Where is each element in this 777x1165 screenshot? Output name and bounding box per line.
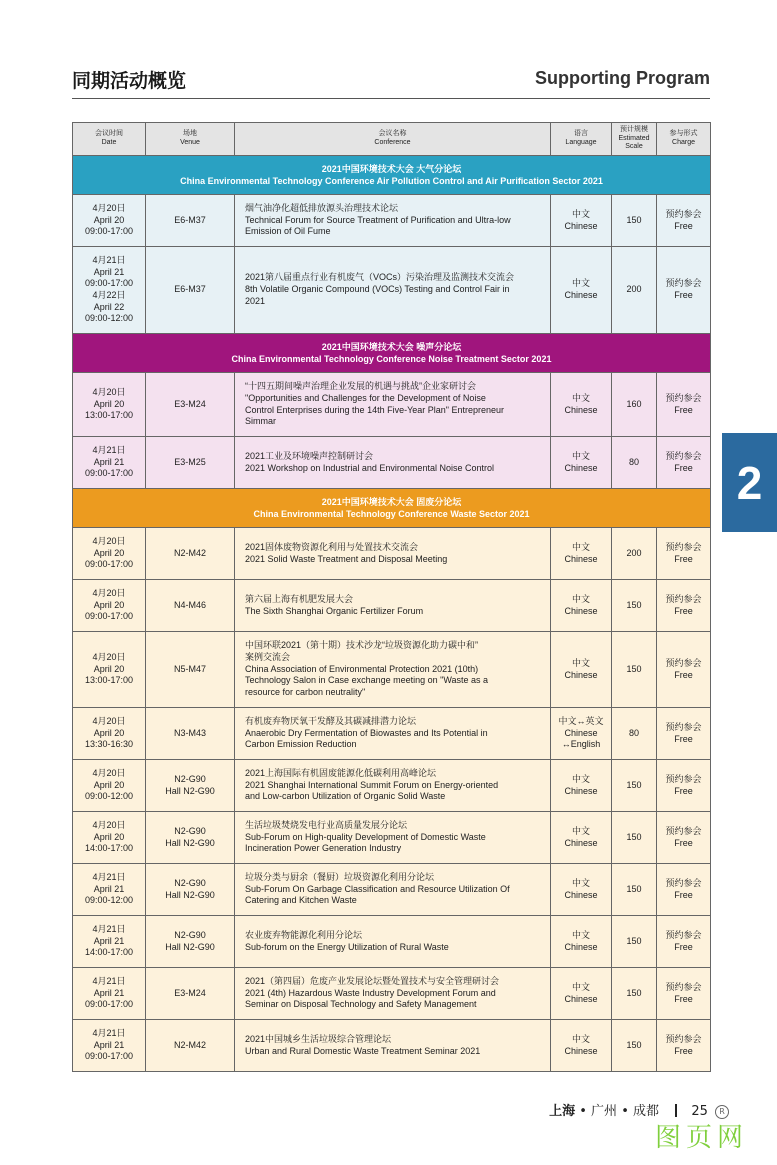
cell-date: 4月21日 April 21 14:00-17:00	[73, 916, 146, 968]
cell-conference: 生活垃圾焚烧发电行业高质量发展分论坛 Sub-Forum on High-quality Development of Domestic Waste Incineration Power Generation Industry	[235, 812, 551, 864]
cell-date: 4月21日 April 21 09:00-12:00	[73, 864, 146, 916]
cell-date: 4月20日 April 20 13:30-16:30	[73, 708, 146, 760]
page-number: 25	[691, 1104, 708, 1119]
cell-charge: 预约参会 Free	[657, 580, 711, 632]
cell-scale: 150	[612, 812, 657, 864]
cell-charge: 预约参会 Free	[657, 373, 711, 437]
cell-conference: 2021（第四届）危废产业发展论坛暨处置技术与安全管理研讨会 2021 (4th) Hazardous Waste Industry Development Forum and Seminar on Disposal Technology and Safety Management	[235, 968, 551, 1020]
cell-date: 4月20日 April 20 09:00-17:00	[73, 528, 146, 580]
table-row	[73, 580, 711, 632]
col-header-scale: 预计规模 Estimated Scale	[612, 123, 657, 156]
section-title: 2021中国环境技术大会 噪声分论坛 China Environmental Technology Conference Noise Treatment Sector 2021	[73, 334, 711, 373]
cell-charge: 预约参会 Free	[657, 812, 711, 864]
chapter-number: 2	[736, 457, 763, 509]
header-divider	[72, 98, 710, 99]
cell-charge: 预约参会 Free	[657, 916, 711, 968]
cell-venue: N2-M42	[146, 1020, 235, 1072]
cell-scale: 200	[612, 247, 657, 334]
table-row	[73, 195, 711, 247]
page-title-en: Supporting Program	[535, 68, 710, 88]
section-header-air	[73, 156, 711, 195]
page-title-cn: 同期活动概览	[72, 70, 187, 92]
table-header-row	[73, 123, 711, 156]
cell-charge: 预约参会 Free	[657, 195, 711, 247]
cell-language: 中文 Chinese	[551, 437, 612, 489]
cell-conference: 垃圾分类与厨余（餐厨）垃圾资源化利用分论坛 Sub-Forum On Garbage Classification and Resource Utilization Of Catering and Kitchen Waste	[235, 864, 551, 916]
cell-charge: 预约参会 Free	[657, 1020, 711, 1072]
chapter-tab	[722, 433, 777, 532]
cell-venue: E6-M37	[146, 247, 235, 334]
cell-language: 中文 Chinese	[551, 195, 612, 247]
table-row	[73, 632, 711, 708]
cell-language: 中文 Chinese	[551, 968, 612, 1020]
cell-date: 4月20日 April 20 09:00-17:00	[73, 195, 146, 247]
section-header-noise	[73, 334, 711, 373]
cell-conference: 农业废弃物能源化利用分论坛 Sub-forum on the Energy Utilization of Rural Waste	[235, 916, 551, 968]
table-row	[73, 916, 711, 968]
schedule-table	[72, 122, 711, 1072]
cell-language: 中文↔英文 Chinese ↔English	[551, 708, 612, 760]
cell-scale: 200	[612, 528, 657, 580]
cell-scale: 150	[612, 864, 657, 916]
cell-language: 中文 Chinese	[551, 1020, 612, 1072]
cell-scale: 80	[612, 437, 657, 489]
footer-sep: •	[579, 1104, 587, 1119]
cell-conference: 2021固体废物资源化利用与处置技术交流会 2021 Solid Waste Treatment and Disposal Meeting	[235, 528, 551, 580]
cell-charge: 预约参会 Free	[657, 708, 711, 760]
cell-scale: 150	[612, 916, 657, 968]
table-row	[73, 812, 711, 864]
cell-charge: 预约参会 Free	[657, 760, 711, 812]
cell-venue: E6-M37	[146, 195, 235, 247]
cell-language: 中文 Chinese	[551, 247, 612, 334]
cell-date: 4月21日 April 21 09:00-17:00	[73, 1020, 146, 1072]
footer-city-2: 广州	[591, 1104, 618, 1119]
cell-scale: 150	[612, 195, 657, 247]
table-row	[73, 437, 711, 489]
cell-conference: 中国环联2021（第十期）技术沙龙“垃圾资源化助力碳中和” 案例交流会 China Association of Environmental Protection 2021 (10th) Technology Salon in Case exchange meeting on "Waste as a resource for carbon neutrality"	[235, 632, 551, 708]
cell-language: 中文 Chinese	[551, 528, 612, 580]
cell-venue: N4-M46	[146, 580, 235, 632]
cell-venue: N2-G90 Hall N2-G90	[146, 864, 235, 916]
table-row	[73, 247, 711, 334]
cell-venue: N2-G90 Hall N2-G90	[146, 760, 235, 812]
section-title: 2021中国环境技术大会 大气分论坛 China Environmental Technology Conference Air Pollution Control and Air Purification Sector 2021	[73, 156, 711, 195]
col-header-language: 语言 Language	[551, 123, 612, 156]
cell-conference: 2021工业及环境噪声控制研讨会 2021 Workshop on Industrial and Environmental Noise Control	[235, 437, 551, 489]
footer-divider	[675, 1104, 677, 1117]
cell-date: 4月20日 April 20 09:00-12:00	[73, 760, 146, 812]
footer-city-3: 成都	[633, 1104, 660, 1119]
cell-scale: 150	[612, 760, 657, 812]
cell-scale: 150	[612, 1020, 657, 1072]
cell-charge: 预约参会 Free	[657, 864, 711, 916]
cell-language: 中文 Chinese	[551, 864, 612, 916]
registered-mark-icon: R	[715, 1105, 729, 1119]
cell-scale: 150	[612, 968, 657, 1020]
cell-charge: 预约参会 Free	[657, 632, 711, 708]
col-header-venue: 场地 Venue	[146, 123, 235, 156]
table-row	[73, 968, 711, 1020]
cell-date: 4月21日 April 21 09:00-17:00 4月22日 April 22 09:00-12:00	[73, 247, 146, 334]
cell-conference: 2021中国城乡生活垃圾综合管理论坛 Urban and Rural Domestic Waste Treatment Seminar 2021	[235, 1020, 551, 1072]
cell-language: 中文 Chinese	[551, 812, 612, 864]
cell-conference: 烟气油净化超低排放源头治理技术论坛 Technical Forum for Source Treatment of Purification and Ultra-low Emission of Oil Fume	[235, 195, 551, 247]
col-header-conference: 会议名称 Conference	[235, 123, 551, 156]
table-row	[73, 1020, 711, 1072]
cell-date: 4月20日 April 20 14:00-17:00	[73, 812, 146, 864]
cell-date: 4月21日 April 21 09:00-17:00	[73, 437, 146, 489]
footer	[0, 1100, 729, 1119]
cell-venue: E3-M25	[146, 437, 235, 489]
cell-venue: N2-G90 Hall N2-G90	[146, 916, 235, 968]
cell-scale: 150	[612, 632, 657, 708]
cell-date: 4月20日 April 20 13:00-17:00	[73, 373, 146, 437]
section-title: 2021中国环境技术大会 固废分论坛 China Environmental Technology Conference Waste Sector 2021	[73, 489, 711, 528]
footer-city-main: 上海	[549, 1104, 576, 1119]
cell-venue: N2-M42	[146, 528, 235, 580]
cell-venue: E3-M24	[146, 968, 235, 1020]
table-row	[73, 528, 711, 580]
table-row	[73, 760, 711, 812]
cell-language: 中文 Chinese	[551, 760, 612, 812]
cell-conference: “十四五期间噪声治理企业发展的机遇与挑战”企业家研讨会 "Opportunities and Challenges for the Development of Noise Control Enterprises during the 14th Five-Year Plan" Entrepreneur Simmar	[235, 373, 551, 437]
cell-date: 4月20日 April 20 09:00-17:00	[73, 580, 146, 632]
table-row	[73, 708, 711, 760]
cell-scale: 150	[612, 580, 657, 632]
cell-scale: 80	[612, 708, 657, 760]
cell-date: 4月20日 April 20 13:00-17:00	[73, 632, 146, 708]
table-row	[73, 864, 711, 916]
footer-sep: •	[621, 1104, 629, 1119]
cell-scale: 160	[612, 373, 657, 437]
cell-conference: 2021第八届重点行业有机废气（VOCs）污染治理及监测技术交流会 8th Volatile Organic Compound (VOCs) Testing and Control Fair in 2021	[235, 247, 551, 334]
section-header-waste	[73, 489, 711, 528]
cell-venue: E3-M24	[146, 373, 235, 437]
table-row	[73, 373, 711, 437]
cell-venue: N2-G90 Hall N2-G90	[146, 812, 235, 864]
cell-venue: N5-M47	[146, 632, 235, 708]
cell-language: 中文 Chinese	[551, 632, 612, 708]
watermark: 图页网	[655, 1123, 749, 1153]
cell-charge: 预约参会 Free	[657, 528, 711, 580]
cell-language: 中文 Chinese	[551, 580, 612, 632]
cell-language: 中文 Chinese	[551, 916, 612, 968]
cell-venue: N3-M43	[146, 708, 235, 760]
col-header-charge: 参与形式 Charge	[657, 123, 711, 156]
cell-conference: 有机废弃物厌氧干发酵及其碳减排潜力论坛 Anaerobic Dry Fermentation of Biowastes and Its Potential in Carbon Emission Reduction	[235, 708, 551, 760]
cell-date: 4月21日 April 21 09:00-17:00	[73, 968, 146, 1020]
cell-charge: 预约参会 Free	[657, 437, 711, 489]
cell-language: 中文 Chinese	[551, 373, 612, 437]
cell-charge: 预约参会 Free	[657, 968, 711, 1020]
cell-conference: 第六届上海有机肥发展大会 The Sixth Shanghai Organic Fertilizer Forum	[235, 580, 551, 632]
col-header-date: 会议时间 Date	[73, 123, 146, 156]
cell-charge: 预约参会 Free	[657, 247, 711, 334]
cell-conference: 2021上海国际有机固废能源化低碳利用高峰论坛 2021 Shanghai International Summit Forum on Energy-oriented and Low-carbon Utilization of Organic Solid Waste	[235, 760, 551, 812]
